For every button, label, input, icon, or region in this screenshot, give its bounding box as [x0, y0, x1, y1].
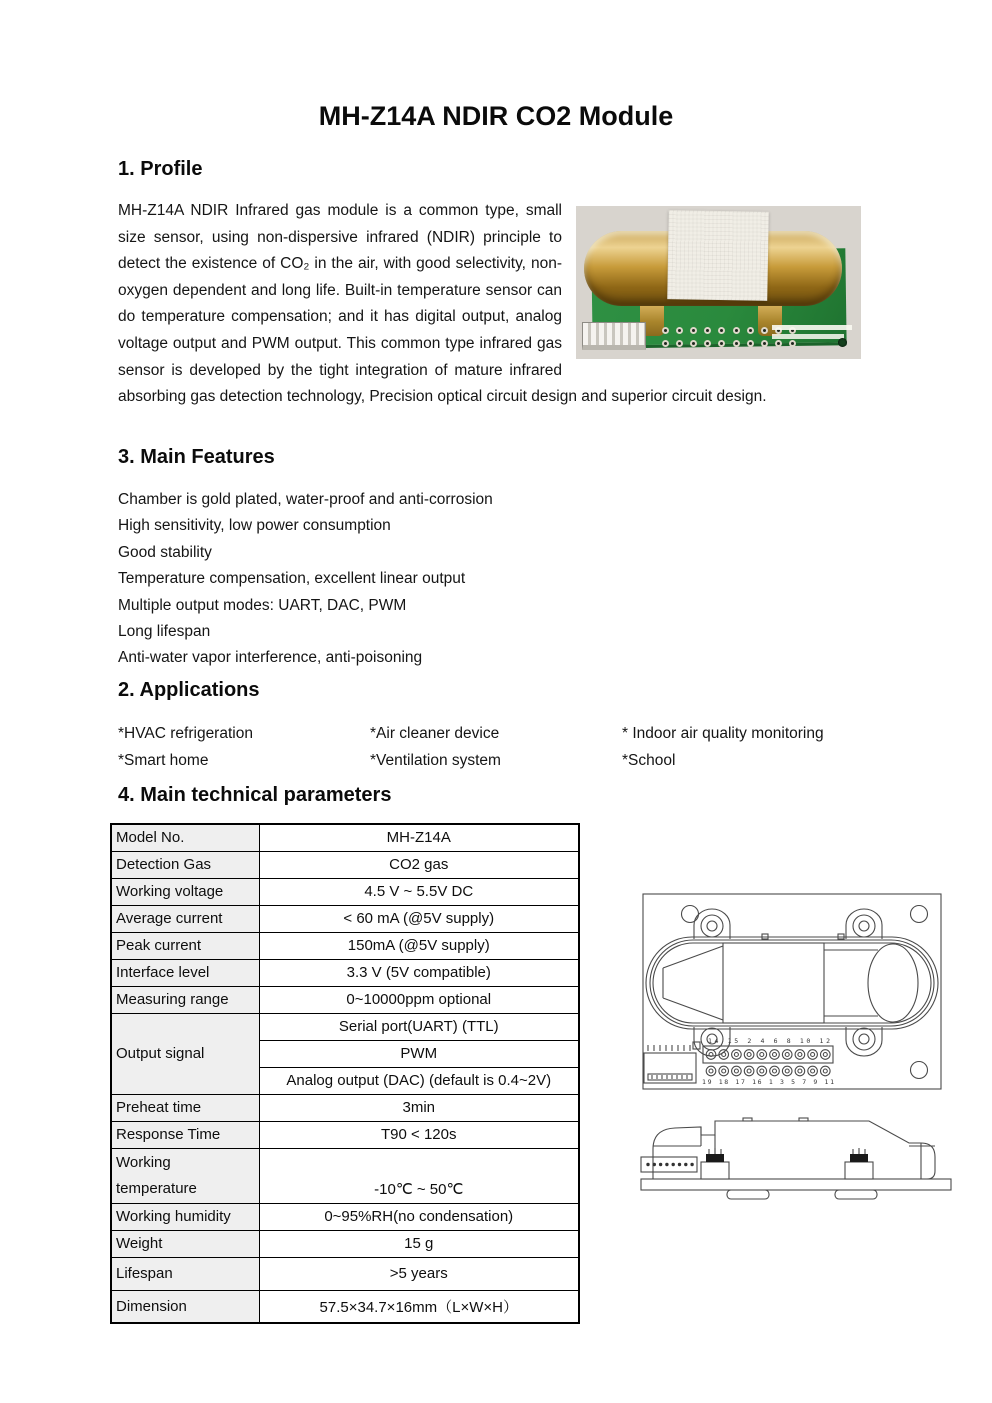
product-photo	[576, 206, 861, 359]
section-heading-profile: 1. Profile	[118, 158, 203, 180]
table-row	[111, 851, 579, 878]
corner-hole	[682, 906, 699, 923]
table-row	[111, 986, 579, 1013]
application-item: * Indoor air quality monitoring	[622, 725, 824, 742]
param-value: 3min	[259, 1094, 579, 1121]
mounting-hole	[838, 338, 847, 347]
param-label: Model No.	[111, 824, 259, 851]
table-row	[111, 1230, 579, 1257]
feature-item: Good stability	[118, 543, 212, 561]
application-item: *Smart home	[118, 752, 209, 769]
pin-numbers-top: 14 15 2 4 6 8 10 12	[708, 1037, 830, 1045]
application-item: *HVAC refrigeration	[118, 725, 253, 742]
feature-item: Temperature compensation, excellent linear output	[118, 570, 466, 588]
param-value: < 60 mA (@5V supply)	[259, 905, 579, 932]
corner-hole	[911, 906, 928, 923]
table-row	[111, 1121, 579, 1148]
table-row	[111, 1148, 579, 1203]
param-label: Weight	[111, 1230, 259, 1257]
feature-item: Anti-water vapor interference, anti-poisoning	[118, 649, 423, 667]
param-value: MH-Z14A	[259, 824, 579, 851]
pin-numbers-bottom: 19 18 17 16 1 3 5 7 9 11	[702, 1078, 834, 1086]
param-label: Measuring range	[111, 986, 259, 1013]
param-value: 4.5 V ~ 5.5V DC	[259, 878, 579, 905]
param-label: Peak current	[111, 932, 259, 959]
application-item: *Air cleaner device	[370, 725, 500, 742]
side-view-drawing	[639, 1117, 955, 1203]
param-label: Average current	[111, 905, 259, 932]
param-label: Detection Gas	[111, 851, 259, 878]
white-tape	[667, 210, 769, 301]
param-value: T90 < 120s	[259, 1121, 579, 1148]
param-value: 3.3 V (5V compatible)	[259, 959, 579, 986]
param-value: Analog output (DAC) (default is 0.4~2V)	[259, 1067, 579, 1094]
param-label: Output signal	[111, 1013, 259, 1094]
top-view-drawing	[642, 893, 942, 1090]
feature-item: Long lifespan	[118, 623, 211, 641]
table-row	[111, 1290, 579, 1323]
application-item: *School	[622, 752, 676, 769]
param-label: Preheat time	[111, 1094, 259, 1121]
param-value: PWM	[259, 1040, 579, 1067]
table-row	[111, 1013, 579, 1040]
table-row	[111, 905, 579, 932]
param-label: Lifespan	[111, 1257, 259, 1290]
table-row	[111, 959, 579, 986]
feature-item: High sensitivity, low power consumption	[118, 517, 391, 535]
section-heading-applications: 2. Applications	[118, 679, 260, 701]
corner-hole	[911, 1062, 928, 1079]
application-item: *Ventilation system	[370, 752, 501, 769]
param-label: Working temperature	[111, 1148, 259, 1203]
param-value: >5 years	[259, 1257, 579, 1290]
feature-item: Chamber is gold plated, water-proof and anti-corrosion	[118, 491, 493, 508]
features-list	[118, 487, 738, 672]
param-value: 0~95%RH(no condensation)	[259, 1203, 579, 1230]
param-value: 15 g	[259, 1230, 579, 1257]
param-label: Interface level	[111, 959, 259, 986]
table-row	[111, 824, 579, 851]
section-heading-parameters: 4. Main technical parameters	[118, 784, 392, 806]
param-label: Response Time	[111, 1121, 259, 1148]
param-value: Serial port(UART) (TTL)	[259, 1013, 579, 1040]
table-row	[111, 932, 579, 959]
feature-item: Multiple output modes: UART, DAC, PWM	[118, 596, 407, 614]
param-value: 150mA (@5V supply)	[259, 932, 579, 959]
param-value: 0~10000ppm optional	[259, 986, 579, 1013]
param-label: Working humidity	[111, 1203, 259, 1230]
foot	[835, 1190, 877, 1199]
table-row	[111, 1203, 579, 1230]
param-value: CO2 gas	[259, 851, 579, 878]
foot	[727, 1190, 769, 1199]
section-heading-features: 3. Main Features	[118, 446, 275, 468]
profile-paragraph: MH-Z14A NDIR Infrared gas module is a common type, small size sensor, using non-dispersive infrared (NDIR) principle to detect the existence of CO₂ in the air, with good selectivity, non-oxygen dependent and long life. Built-in temperature sensor can do temperature compensation; and it has digital output, analog voltage output and PWM output. This common type infrared gas sensor is developed by the tight integration of mature infrared absorbing gas detection technology, Precision optical circuit design and superior circuit design.	[118, 202, 767, 406]
applications-list	[118, 720, 888, 774]
param-label: Dimension	[111, 1290, 259, 1323]
parameters-table	[110, 823, 580, 1324]
profile-section	[118, 198, 878, 411]
param-value: 57.5×34.7×16mm（L×W×H）	[259, 1290, 579, 1323]
table-row	[111, 878, 579, 905]
table-row	[111, 1094, 579, 1121]
param-value: -10℃ ~ 50℃	[259, 1148, 579, 1203]
document-title: MH-Z14A NDIR CO2 Module	[318, 101, 674, 131]
param-label: Working voltage	[111, 878, 259, 905]
table-row	[111, 1257, 579, 1290]
wire-connector	[582, 322, 646, 350]
